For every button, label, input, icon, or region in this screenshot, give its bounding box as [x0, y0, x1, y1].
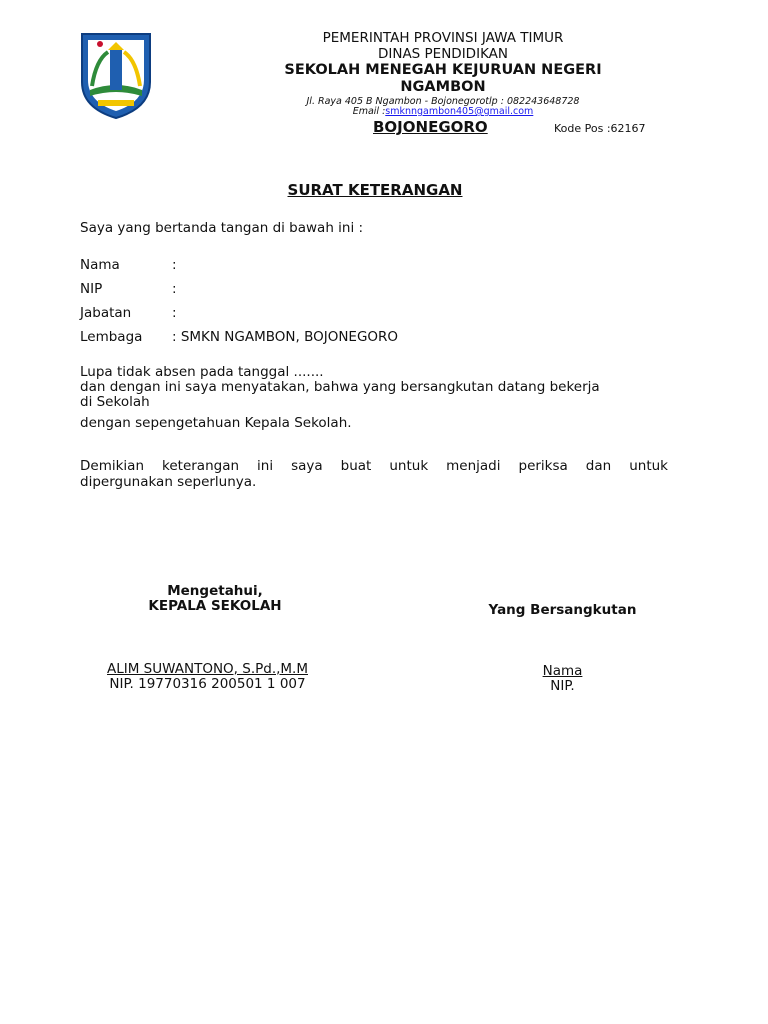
statement-line3: di Sekolah: [80, 394, 150, 410]
principal-heading: KEPALA SEKOLAH: [148, 598, 282, 614]
school-crest-logo: [78, 30, 154, 120]
field-value-lembaga: : SMKN NGAMBON, BOJONEGORO: [172, 329, 399, 345]
statement-line4: dengan sepengetahuan Kepala Sekolah.: [80, 415, 352, 431]
field-label-lembaga: Lembaga: [80, 329, 143, 345]
statement-line2: dan dengan ini saya menyatakan, bahwa yang bersangkutan datang bekerja: [80, 379, 600, 395]
statement-line1: Lupa tidak absen pada tanggal .......: [80, 364, 324, 380]
postcode-label: Kode Pos :62167: [554, 122, 646, 135]
school-name-line2: NGAMBON: [400, 79, 486, 95]
department-line: DINAS PENDIDIKAN: [377, 46, 509, 62]
field-label-jabatan: Jabatan: [80, 305, 132, 321]
field-value-jabatan: :: [172, 305, 177, 321]
email-line: [240, 106, 646, 117]
field-label-nama: Nama: [80, 257, 120, 273]
concerned-party-heading: Yang Bersangkutan: [488, 602, 637, 618]
email-link[interactable]: smknngambon405@gmail.com: [385, 106, 534, 117]
letter-title: SURAT KETERANGAN: [287, 181, 463, 199]
principal-name: ALIM SUWANTONO, S.Pd.,M.M: [107, 661, 308, 677]
address-line: Jl. Raya 405 B Ngambon - Bojonegorotlp : 082243648728: [306, 96, 580, 107]
email-label: Email :: [352, 106, 386, 117]
closing-line1: Demikian keterangan ini saya buat untuk menjadi periksa dan untuk: [80, 458, 668, 474]
field-value-nip: :: [172, 281, 177, 297]
field-value-nama: :: [172, 257, 177, 273]
concerned-party-nip: NIP.: [550, 678, 575, 694]
school-name: SEKOLAH MENEGAH KEJURUAN NEGERI: [284, 62, 602, 78]
principal-nip: NIP. 19770316 200501 1 007: [109, 676, 306, 692]
closing-line2: dipergunakan seperlunya.: [80, 474, 257, 490]
concerned-party-name: Nama: [542, 663, 583, 679]
city-label: BOJONEGORO: [373, 118, 488, 136]
acknowledgement-heading: Mengetahui,: [167, 583, 263, 599]
field-label-nip: NIP: [80, 281, 103, 297]
government-line: PEMERINTAH PROVINSI JAWA TIMUR: [322, 30, 564, 46]
intro-text: Saya yang bertanda tangan di bawah ini :: [80, 220, 364, 236]
